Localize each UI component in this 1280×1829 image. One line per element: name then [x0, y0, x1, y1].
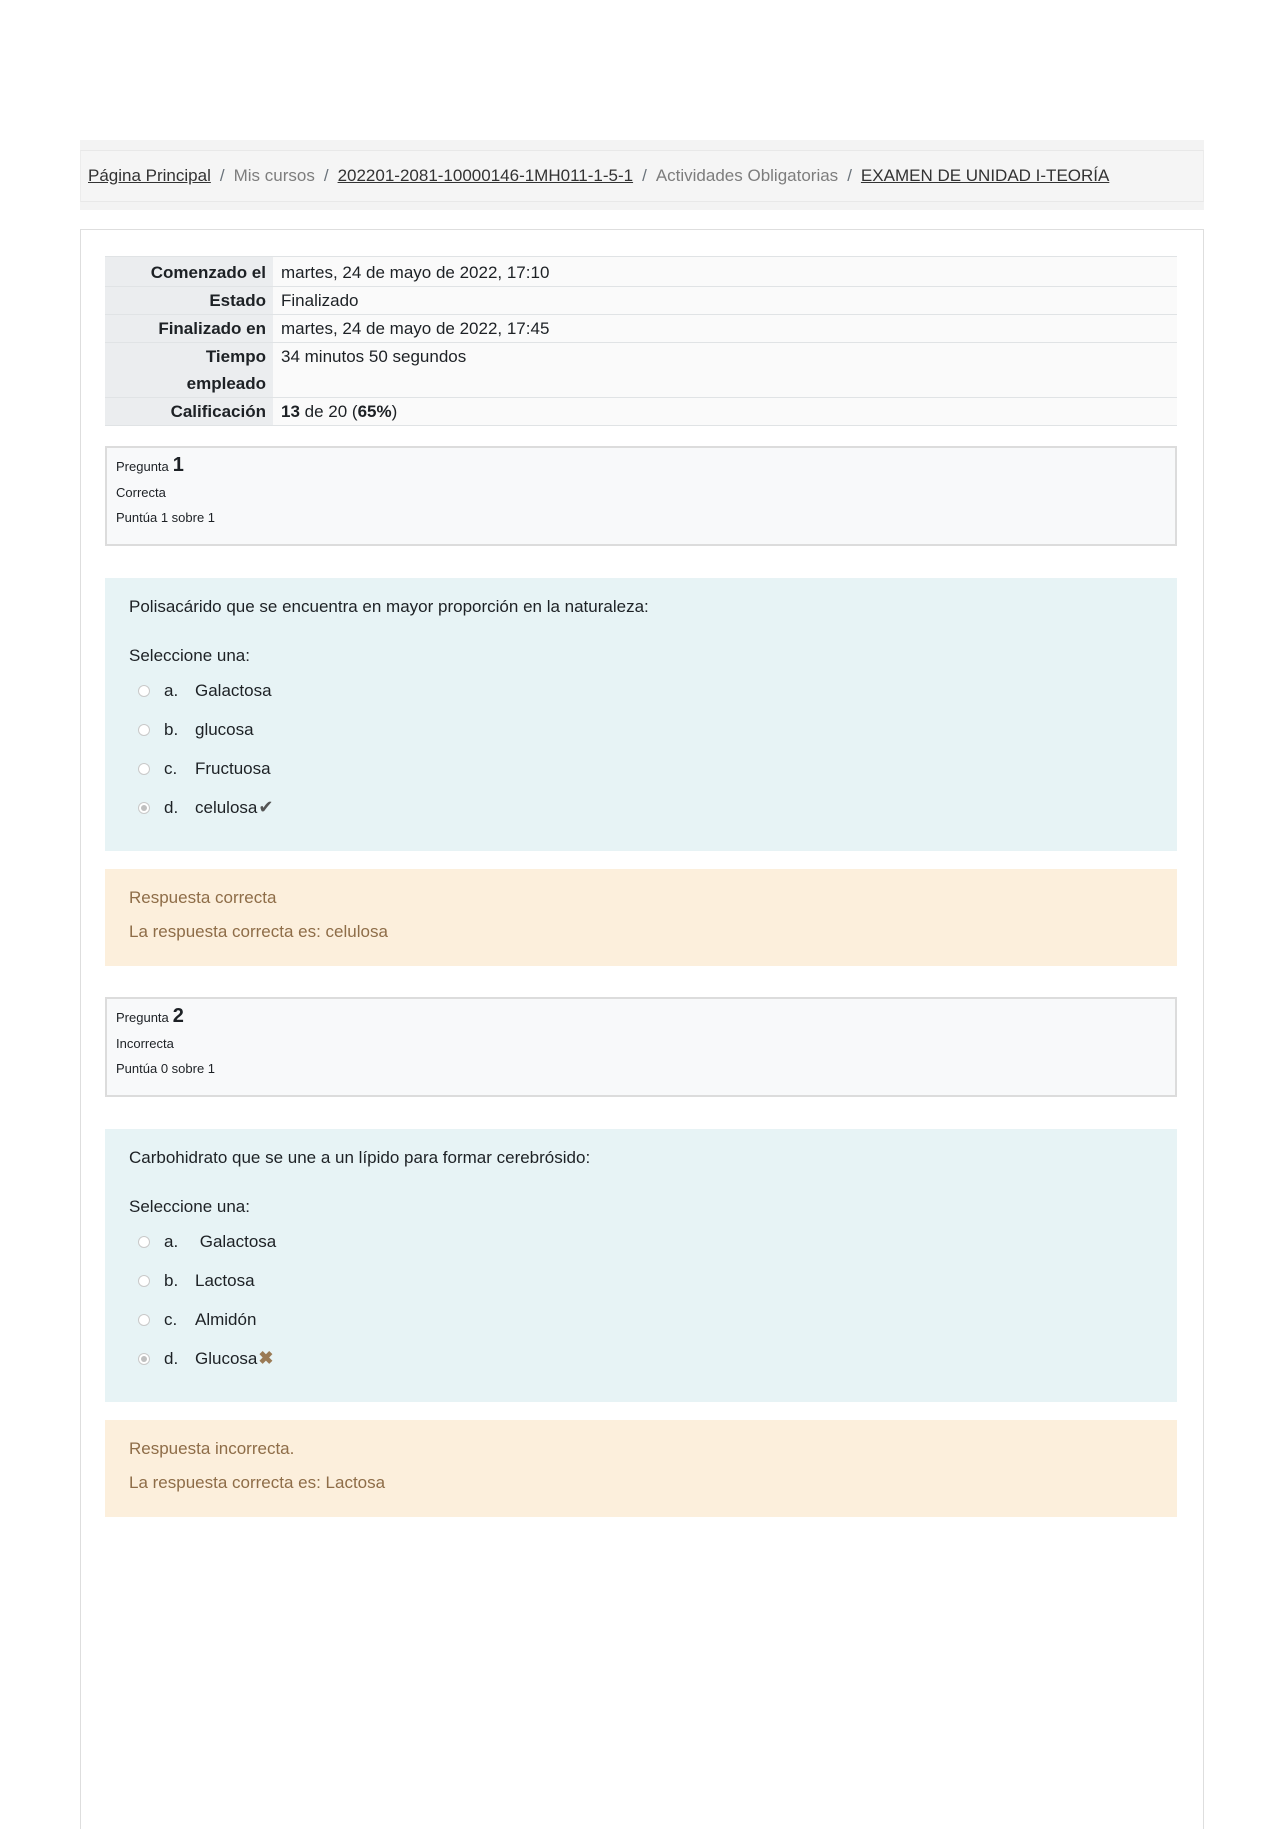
answer-text: Glucosa — [195, 1348, 258, 1368]
time-label-line-2: empleado — [186, 374, 266, 393]
breadcrumb-separator: / — [847, 166, 852, 185]
breadcrumb-home-link[interactable]: Página Principal — [88, 166, 211, 185]
feedback-title: Respuesta incorrecta. — [129, 1439, 295, 1458]
question-2-feedback — [105, 1420, 1177, 1517]
question-text: Carbohidrato que se une a un lípido para formar cerebrósido: — [129, 1148, 591, 1167]
breadcrumb-separator: / — [642, 166, 647, 185]
question-number — [116, 454, 1175, 478]
answer-letter: b. — [164, 719, 179, 739]
breadcrumb-separator: / — [219, 166, 225, 185]
question-1-formulation — [105, 578, 1177, 851]
answer-radio — [138, 1236, 150, 1248]
question-number-value: 1 — [172, 454, 184, 476]
answer-option — [129, 749, 1153, 788]
answer-radio — [138, 763, 150, 775]
answer-text: Lactosa — [195, 1270, 255, 1290]
summary-row-started — [105, 257, 1177, 287]
feedback-correct-answer: La respuesta correcta es: Lactosa — [129, 1473, 386, 1492]
answer-radio — [138, 1275, 150, 1287]
question-status: Incorrecta — [116, 1036, 174, 1051]
time-value: 34 minutos 50 segundos — [273, 343, 1177, 398]
started-label: Comenzado el — [105, 257, 273, 287]
answer-prompt: Seleccione una: — [129, 646, 250, 665]
answer-letter: a. — [164, 680, 179, 700]
grade-value — [273, 398, 1177, 426]
question-label: Pregunta — [116, 459, 169, 474]
question-number — [116, 1005, 1175, 1029]
summary-row-grade — [105, 398, 1177, 426]
answer-letter: c. — [164, 758, 178, 778]
answer-radio — [138, 685, 150, 697]
question-label: Pregunta — [116, 1010, 169, 1025]
answer-radio-selected — [138, 802, 150, 814]
question-number-value: 2 — [172, 1005, 184, 1027]
question-status: Correcta — [116, 485, 166, 500]
summary-row-time — [105, 343, 1177, 398]
question-text: Polisacárido que se encuentra en mayor proporción en la naturaleza: — [129, 597, 649, 616]
answer-option — [129, 671, 1153, 710]
answer-option — [129, 1300, 1153, 1339]
feedback-correct-answer: La respuesta correcta es: celulosa — [129, 922, 388, 941]
question-1-info — [105, 446, 1177, 546]
breadcrumb — [80, 150, 1204, 202]
finished-label: Finalizado en — [105, 315, 273, 343]
answer-text: glucosa — [195, 719, 254, 739]
answer-radio-selected — [138, 1353, 150, 1365]
grade-close: ) — [391, 402, 398, 421]
breadcrumb-my-courses: Mis cursos — [233, 166, 315, 185]
question-2-formulation — [105, 1129, 1177, 1402]
answer-list — [129, 1222, 1153, 1378]
time-label — [105, 343, 273, 398]
time-label-line-1: Tiempo — [205, 347, 266, 366]
feedback-title: Respuesta correcta — [129, 888, 277, 907]
answer-letter: d. — [164, 1348, 179, 1368]
summary-row-state — [105, 287, 1177, 315]
cross-icon: ✖ — [258, 1348, 274, 1368]
answer-option — [129, 1222, 1153, 1261]
breadcrumb-section: Actividades Obligatorias — [655, 166, 839, 185]
grade-score: 13 — [281, 402, 300, 421]
answer-text: Almidón — [195, 1309, 257, 1329]
started-value: martes, 24 de mayo de 2022, 17:10 — [273, 257, 1177, 287]
answer-option — [129, 1261, 1153, 1300]
state-value: Finalizado — [273, 287, 1177, 315]
finished-value: martes, 24 de mayo de 2022, 17:45 — [273, 315, 1177, 343]
answer-option-selected — [129, 1339, 1153, 1378]
summary-row-finished — [105, 315, 1177, 343]
breadcrumb-container — [80, 140, 1204, 210]
answer-letter: c. — [164, 1309, 178, 1329]
answer-prompt: Seleccione una: — [129, 1197, 250, 1216]
grade-label: Calificación — [105, 398, 273, 426]
answer-option-selected — [129, 788, 1153, 827]
grade-of: de 20 ( — [299, 402, 358, 421]
attempt-summary-table — [105, 256, 1177, 426]
answer-radio — [138, 1314, 150, 1326]
answer-list — [129, 671, 1153, 827]
answer-text: Galactosa — [195, 1231, 277, 1251]
answer-radio — [138, 724, 150, 736]
answer-letter: b. — [164, 1270, 179, 1290]
answer-letter: d. — [164, 797, 179, 817]
breadcrumb-separator: / — [323, 166, 329, 185]
question-1-feedback — [105, 869, 1177, 966]
answer-option — [129, 710, 1153, 749]
answer-text: celulosa — [195, 797, 258, 817]
breadcrumb-activity-link[interactable]: EXAMEN DE UNIDAD I-TEORÍA — [860, 166, 1110, 185]
answer-letter: a. — [164, 1231, 179, 1251]
breadcrumb-course-link[interactable]: 202201-2081-10000146-1MH011-1-5-1 — [337, 166, 634, 185]
question-points: Puntúa 1 sobre 1 — [116, 510, 216, 525]
check-icon: ✔ — [258, 797, 274, 817]
answer-text: Galactosa — [195, 680, 272, 700]
state-label: Estado — [105, 287, 273, 315]
question-points: Puntúa 0 sobre 1 — [116, 1061, 216, 1076]
question-2-info — [105, 997, 1177, 1097]
grade-percent: 65% — [357, 402, 392, 421]
answer-text: Fructuosa — [195, 758, 271, 778]
